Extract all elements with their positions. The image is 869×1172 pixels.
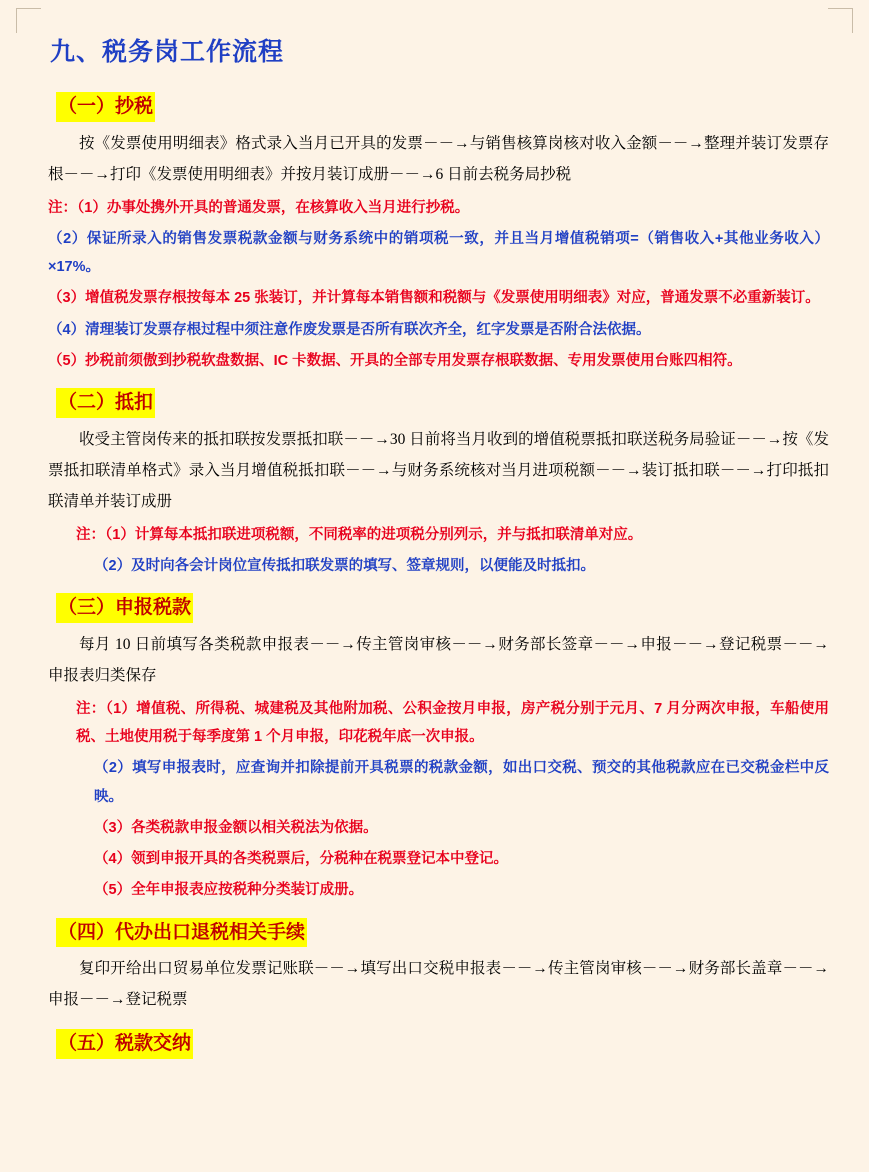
section-heading: （五）税款交纳 (56, 1029, 193, 1059)
section-note: 注：（1）办事处携外开具的普通发票，在核算收入当月进行抄税。 (48, 199, 470, 216)
section-note: （4）清理装订发票存根过程中须注意作废发票是否所有联次齐全，红字发票是否附合法依据。 (48, 321, 651, 338)
crop-mark-top-right (828, 8, 853, 33)
section-paragraph: 复印开给出口贸易单位发票记账联－－→填写出口交税申报表－－→传主管岗审核－－→财务部长盖章－－→申报－－→登记税票 (48, 960, 829, 1009)
section-note: （2）保证所录入的销售发票税款金额与财务系统中的销项税一致，并且当月增值税销项=（销售收入+其他业务收入）×17%。 (48, 230, 829, 276)
section-heading: （二）抵扣 (56, 388, 155, 418)
section-note: （3）各类税款申报金额以相关税法为依据。 (94, 819, 378, 836)
section-note: （5）全年申报表应按税种分类装订成册。 (94, 882, 364, 899)
section-note: （3）增值税发票存根按每本 25 张装订，并计算每本销售额和税额与《发票使用明细表》对应，普通发票不必重新装订。 (48, 290, 820, 307)
section-paragraph: 每月 10 日前填写各类税款申报表－－→传主管岗审核－－→财务部长签章－－→申报－－→登记税票－－→申报表归类保存 (48, 635, 829, 684)
section-heading: （一）抄税 (56, 92, 155, 122)
section-paragraph: 收受主管岗传来的抵扣联按发票抵扣联－－→30 日前将当月收到的增值税票抵扣联送税务局验证－－→按《发票抵扣联清单格式》录入当月增值税抵扣联－－→与财务系统核对当月进项税额－－→装订抵扣联－－→打印抵扣联清单并装订成册 (48, 430, 829, 510)
section-note: （2）及时向各会计岗位宣传抵扣联发票的填写、签章规则，以便能及时抵扣。 (94, 557, 596, 574)
section-note: 注：（1）增值税、所得税、城建税及其他附加税、公积金按月申报，房产税分别于元月、7 月分两次申报，车船使用税、土地使用税于每季度第 1 个月申报，印花税年底一次申报。 (76, 700, 829, 746)
section-note: （4）领到申报开具的各类税票后，分税种在税票登记本中登记。 (94, 851, 509, 868)
section-heading: （三）申报税款 (56, 593, 193, 623)
section-note: 注：（1）计算每本抵扣联进项税额，不同税率的进项税分别列示，并与抵扣联清单对应。 (76, 526, 643, 543)
section-note: （2）填写申报表时，应查询并扣除提前开具税票的税款金额，如出口交税、预交的其他税款应在已交税金栏中反映。 (94, 760, 829, 805)
section-note: （5）抄税前须傲到抄税软盘数据、IC 卡数据、开具的全部专用发票存根联数据、专用发票使用台账四相符。 (48, 352, 742, 369)
crop-mark-top-left (16, 8, 41, 33)
page-title: 九、税务岗工作流程 (50, 38, 285, 66)
section-paragraph: 按《发票使用明细表》格式录入当月已开具的发票－－→与销售核算岗核对收入金额－－→整理并装订发票存根－－→打印《发票使用明细表》并按月装订成册－－→6 日前去税务局抄税 (48, 134, 829, 183)
document-content (42, 82, 829, 1063)
section-heading: （四）代办出口退税相关手续 (56, 918, 307, 948)
